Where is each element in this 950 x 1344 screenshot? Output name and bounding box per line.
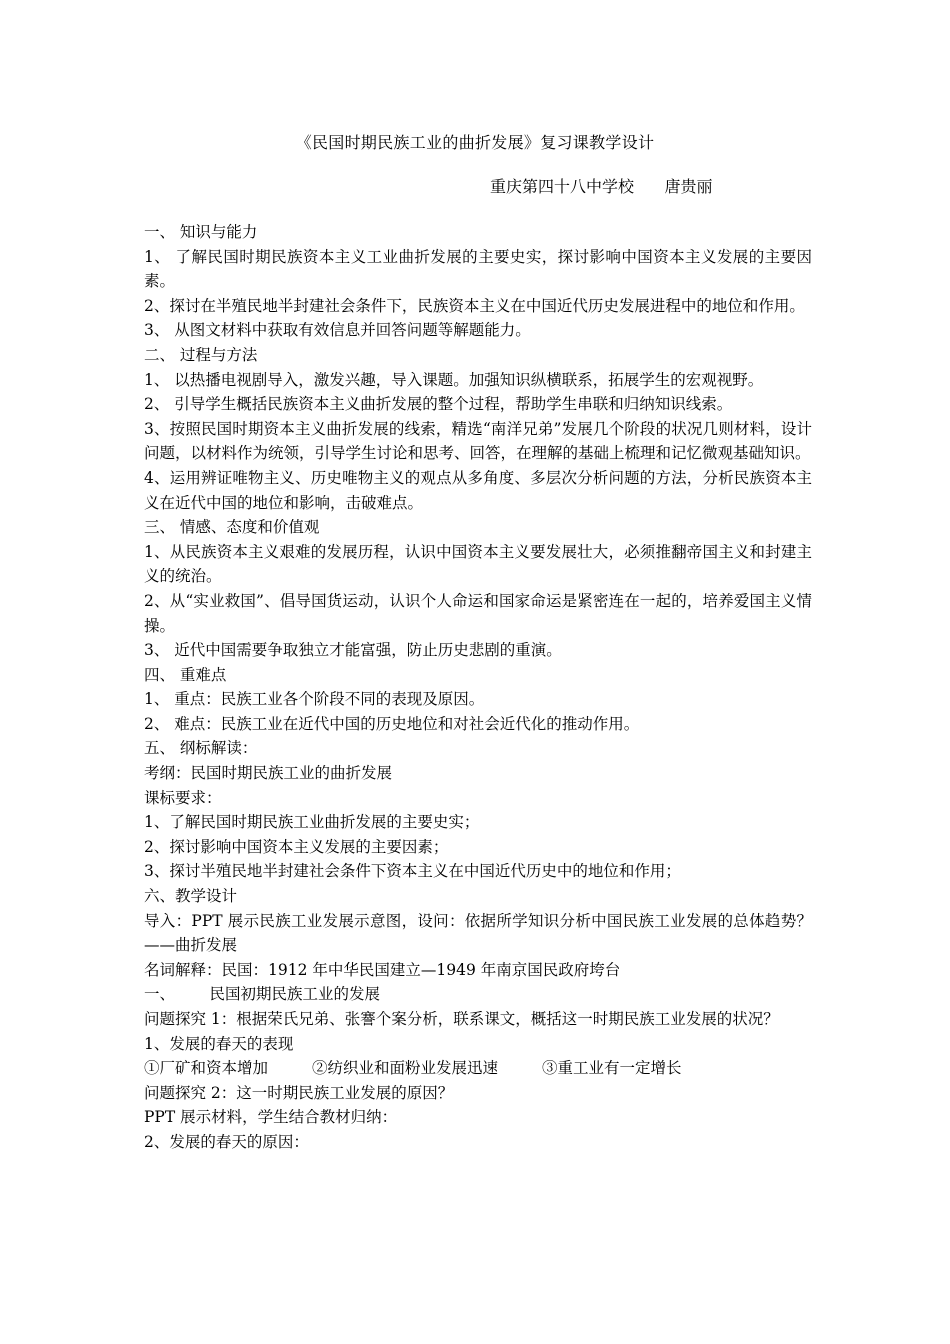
section-heading: 五、 纲标解读： bbox=[144, 739, 258, 758]
section-heading: 二、 过程与方法 bbox=[144, 345, 258, 364]
paragraph: 3、探讨半殖民地半封建社会条件下资本主义在中国近代历史中的地位和作用； bbox=[144, 862, 681, 881]
paragraph: 3、 从图文材料中获取有效信息并回答问题等解题能力。 bbox=[144, 321, 531, 340]
document-body bbox=[144, 220, 812, 1155]
paragraph: 3、按照民国时期资本主义曲折发展的线索，精选“南洋兄弟”发展几个阶段的状况几则材料，设计问题，以材料作为统领，引导学生讨论和思考、回答，在理解的基础上梳理和记忆微观基础知识。 bbox=[144, 419, 812, 463]
paragraph: 名词解释：民国：1912 年中华民国建立—1949 年南京国民政府垮台 bbox=[144, 960, 621, 979]
paragraph: PPT 展示材料，学生结合教材归纳： bbox=[144, 1108, 398, 1127]
section-heading: 三、 情感、态度和价值观 bbox=[144, 518, 320, 537]
section-heading: 四、 重难点 bbox=[144, 665, 227, 684]
paragraph: 课标要求： bbox=[144, 788, 222, 807]
paragraph: 问题探究 2：这一时期民族工业发展的原因？ bbox=[144, 1083, 454, 1102]
paragraph: 2、 难点：民族工业在近代中国的历史地位和对社会近代化的推动作用。 bbox=[144, 714, 640, 733]
paragraph: 2、探讨影响中国资本主义发展的主要因素； bbox=[144, 837, 449, 856]
paragraph: 1、 了解民国时期民族资本主义工业曲折发展的主要史实，探讨影响中国资本主义发展的主要因素。 bbox=[144, 247, 812, 291]
paragraph: 2、从“实业救国”、倡导国货运动，认识个人命运和国家命运是紧密连在一起的，培养爱国主义情操。 bbox=[144, 591, 812, 635]
option-item: ②纺织业和面粉业发展迅速 bbox=[312, 1059, 499, 1078]
document-title: 《民国时期民族工业的曲折发展》复习课教学设计 bbox=[295, 133, 655, 152]
options-line bbox=[144, 1056, 812, 1081]
paragraph: 导入：PPT 展示民族工业发展示意图，设问：依据所学知识分析中国民族工业发展的总体趋势？——曲折发展 bbox=[144, 911, 812, 955]
paragraph: 1、 以热播电视剧导入，激发兴趣，导入课题。加强知识纵横联系，拓展学生的宏观视野。 bbox=[144, 370, 764, 389]
paragraph: 考纲：民国时期民族工业的曲折发展 bbox=[144, 764, 393, 783]
subsection-heading: 一、 民国初期民族工业的发展 bbox=[144, 985, 380, 1004]
paragraph: 1、 重点：民族工业各个阶段不同的表现及原因。 bbox=[144, 690, 485, 709]
paragraph: 1、发展的春天的表现 bbox=[144, 1034, 294, 1053]
section-heading: 一、 知识与能力 bbox=[144, 223, 258, 241]
option-item: ③重工业有一定增长 bbox=[542, 1059, 682, 1078]
paragraph: 4、运用辨证唯物主义、历史唯物主义的观点从多角度、多层次分析问题的方法，分析民族资本主义在近代中国的地位和影响，击破难点。 bbox=[144, 468, 812, 512]
option-item: ①厂矿和资本增加 bbox=[144, 1059, 269, 1078]
paragraph: 1、了解民国时期民族工业曲折发展的主要史实； bbox=[144, 813, 480, 832]
paragraph: 1、从民族资本主义艰难的发展历程，认识中国资本主义要发展壮大，必须推翻帝国主义和封建主义的统治。 bbox=[144, 542, 812, 586]
paragraph: 2、探讨在半殖民地半封建社会条件下，民族资本主义在中国近代历史发展进程中的地位和作用。 bbox=[144, 296, 805, 315]
paragraph: 问题探究 1：根据荣氏兄弟、张謇个案分析，联系课文，概括这一时期民族工业发展的状况？ bbox=[144, 1010, 779, 1028]
author-line: 重庆第四十八中学校 唐贵丽 bbox=[490, 177, 713, 196]
paragraph: 3、 近代中国需要争取独立才能富强，防止历史悲剧的重演。 bbox=[144, 641, 562, 660]
paragraph: 2、 引导学生概括民族资本主义曲折发展的整个过程，帮助学生串联和归纳知识线索。 bbox=[144, 395, 733, 414]
section-heading: 六、教学设计 bbox=[144, 887, 238, 906]
paragraph: 2、发展的春天的原因： bbox=[144, 1132, 309, 1151]
